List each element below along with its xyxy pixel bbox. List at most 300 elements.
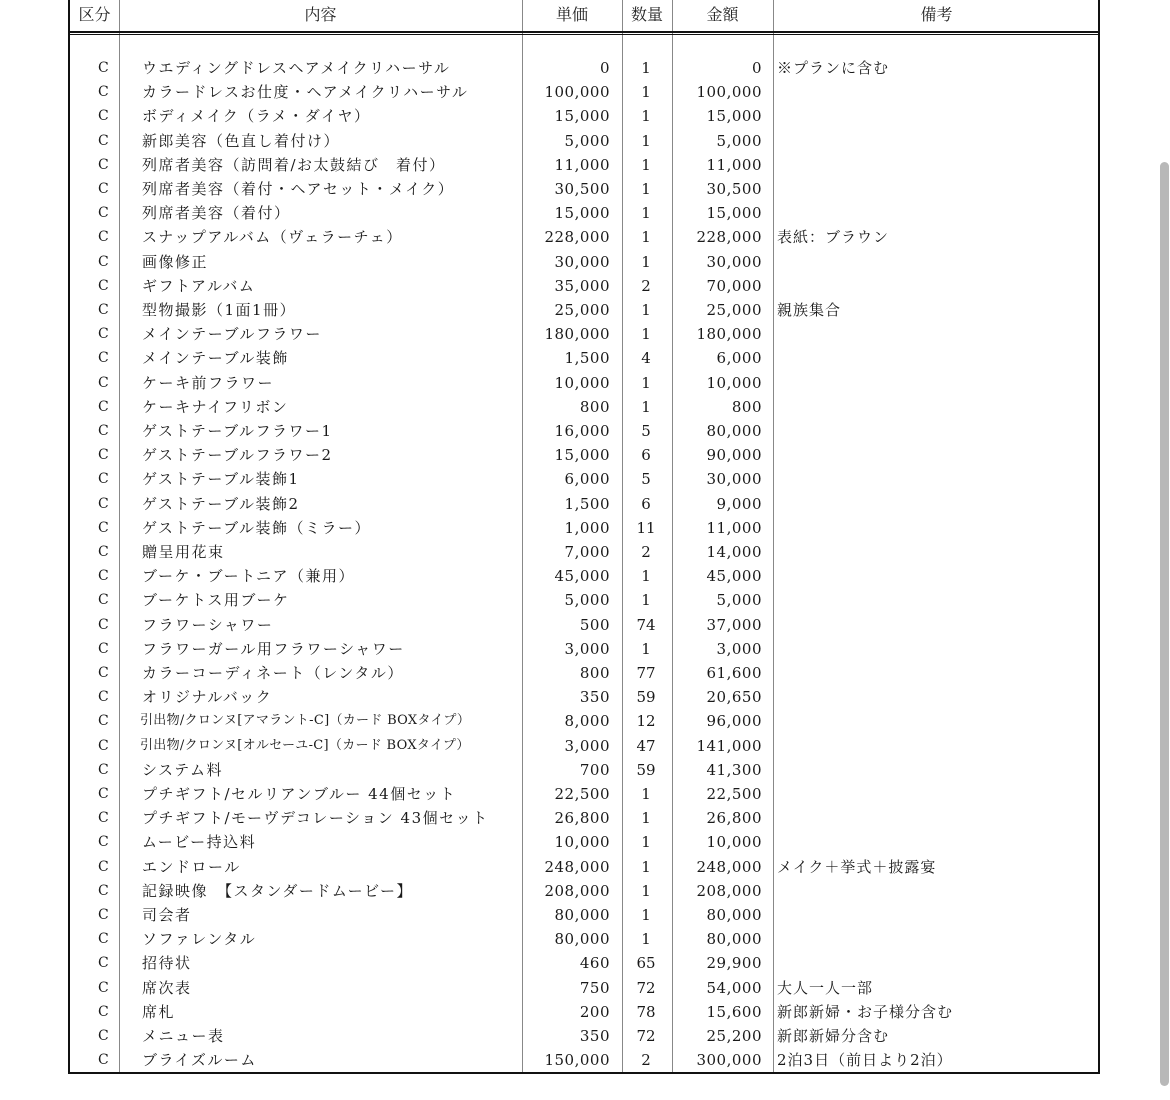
cell-biko bbox=[777, 903, 1099, 927]
cell-tanka: 26,800 bbox=[554, 809, 610, 828]
cell-biko: 新郎新婦分含む bbox=[777, 1027, 890, 1045]
cell-kingaku: 29,900 bbox=[706, 954, 762, 973]
cell-kingaku: 20,650 bbox=[706, 688, 762, 707]
cell-kubun: C bbox=[98, 326, 109, 343]
cell-tanka: 30,000 bbox=[554, 252, 610, 271]
cell-tanka: 25,000 bbox=[554, 301, 610, 319]
cell-kubun: C bbox=[98, 60, 109, 76]
table-row bbox=[70, 540, 1100, 564]
cell-naiyo: フラワーシャワー bbox=[142, 615, 274, 634]
table-row bbox=[70, 806, 1100, 830]
cell-kubun: C bbox=[98, 907, 109, 923]
cell-kubun: C bbox=[98, 882, 109, 899]
cell-kubun: C bbox=[98, 931, 109, 948]
cell-naiyo: 画像修正 bbox=[142, 252, 209, 271]
cell-suryo: 5 bbox=[641, 470, 651, 489]
cell-suryo: 1 bbox=[641, 180, 651, 198]
cell-biko bbox=[777, 782, 1099, 806]
cell-naiyo: ボディメイク（ラメ・ダイヤ） bbox=[142, 107, 371, 126]
cell-suryo: 1 bbox=[641, 809, 651, 828]
cell-kingaku: 300,000 bbox=[696, 1051, 762, 1070]
cell-naiyo: カラーコーディネート（レンタル） bbox=[142, 664, 404, 682]
cell-naiyo: 列席者美容（訪問着/お太鼓結び 着付） bbox=[142, 155, 446, 174]
cell-naiyo: カラードレスお仕度・ヘアメイクリハーサル bbox=[142, 83, 469, 102]
cell-kubun: C bbox=[98, 423, 109, 439]
cell-tanka: 800 bbox=[579, 397, 610, 416]
cell-suryo: 1 bbox=[641, 59, 651, 77]
cell-kubun: C bbox=[98, 181, 109, 197]
cell-kingaku: 10,000 bbox=[706, 373, 762, 392]
cell-tanka: 80,000 bbox=[554, 906, 610, 924]
cell-biko bbox=[777, 879, 1099, 903]
cell-biko bbox=[777, 346, 1099, 370]
cell-kingaku: 26,800 bbox=[706, 809, 762, 828]
cell-kingaku: 228,000 bbox=[696, 228, 762, 247]
cell-kingaku: 25,200 bbox=[706, 1027, 762, 1045]
cell-tanka: 750 bbox=[579, 978, 610, 997]
table-row bbox=[70, 1000, 1100, 1024]
cell-biko bbox=[777, 371, 1099, 395]
table-row bbox=[70, 879, 1100, 903]
table-row bbox=[70, 346, 1100, 370]
cell-tanka: 700 bbox=[579, 760, 610, 779]
cell-suryo: 2 bbox=[641, 276, 651, 295]
cell-kingaku: 61,600 bbox=[706, 664, 762, 682]
cell-kingaku: 80,000 bbox=[706, 422, 762, 440]
cell-kingaku: 96,000 bbox=[706, 712, 762, 731]
table-row bbox=[70, 685, 1100, 709]
cell-kingaku: 800 bbox=[731, 397, 762, 416]
table-row bbox=[70, 201, 1100, 225]
cell-naiyo: 記録映像 【スタンダードムービー】 bbox=[142, 881, 414, 900]
cell-biko: メイク＋挙式＋披露宴 bbox=[777, 857, 937, 876]
cell-biko bbox=[777, 637, 1099, 661]
cell-biko bbox=[777, 685, 1099, 709]
cell-naiyo: ケーキ前フラワー bbox=[142, 373, 275, 392]
cell-kubun: C bbox=[98, 471, 109, 488]
cell-kubun: C bbox=[98, 858, 109, 875]
cell-biko bbox=[777, 322, 1099, 346]
cell-tanka: 200 bbox=[579, 1002, 610, 1021]
cell-naiyo: ゲストテーブル装飾2 bbox=[142, 494, 300, 513]
cell-tanka: 15,000 bbox=[554, 107, 610, 126]
cell-suryo: 2 bbox=[641, 543, 651, 561]
cell-kubun: C bbox=[98, 205, 109, 222]
cell-kubun: C bbox=[98, 398, 109, 415]
cell-naiyo: ケーキナイフリボン bbox=[142, 397, 289, 416]
cell-naiyo: ブーケトス用ブーケ bbox=[142, 591, 290, 610]
cell-kingaku: 15,000 bbox=[706, 107, 762, 126]
cell-biko bbox=[777, 395, 1099, 419]
cell-tanka: 1,500 bbox=[564, 349, 610, 368]
cell-kingaku: 141,000 bbox=[696, 736, 762, 755]
cell-biko bbox=[777, 588, 1099, 612]
cell-tanka: 100,000 bbox=[544, 83, 610, 102]
table-row bbox=[70, 443, 1100, 467]
cell-suryo: 59 bbox=[636, 760, 656, 779]
cell-suryo: 65 bbox=[636, 954, 656, 973]
table-row bbox=[70, 734, 1100, 758]
cell-suryo: 1 bbox=[641, 397, 651, 416]
cell-naiyo: プチギフト/モーヴデコレーション 43個セット bbox=[142, 809, 489, 828]
cell-kingaku: 180,000 bbox=[696, 325, 762, 344]
cell-kingaku: 14,000 bbox=[706, 543, 762, 561]
cell-biko: 表紙：ブラウン bbox=[777, 228, 890, 247]
cell-biko bbox=[777, 467, 1099, 491]
cell-kubun: C bbox=[98, 979, 109, 996]
cell-suryo: 1 bbox=[641, 204, 651, 223]
cell-suryo: 72 bbox=[636, 978, 656, 997]
cell-kingaku: 100,000 bbox=[696, 83, 762, 102]
cell-kubun: C bbox=[98, 786, 109, 802]
cell-kubun: C bbox=[98, 737, 109, 754]
table-row bbox=[70, 661, 1100, 685]
cell-tanka: 10,000 bbox=[554, 373, 610, 392]
cell-suryo: 1 bbox=[641, 833, 651, 852]
header-suryo: 数量 bbox=[630, 5, 663, 24]
cell-suryo: 1 bbox=[641, 930, 651, 949]
cell-naiyo: メインテーブルフラワー bbox=[142, 325, 322, 344]
cell-biko: 新郎新婦・お子様分含む bbox=[777, 1002, 954, 1021]
table-row bbox=[70, 371, 1100, 395]
cell-kubun: C bbox=[98, 253, 109, 270]
cell-naiyo: エンドロール bbox=[142, 857, 241, 876]
vertical-scrollbar[interactable] bbox=[1160, 162, 1169, 1086]
cell-naiyo: ブライズルーム bbox=[142, 1051, 257, 1070]
cell-kubun: C bbox=[98, 447, 109, 464]
cell-tanka: 11,000 bbox=[554, 155, 610, 174]
cell-kubun: C bbox=[98, 1028, 109, 1044]
cell-biko bbox=[777, 758, 1099, 782]
cell-suryo: 74 bbox=[636, 615, 656, 634]
cell-kubun: C bbox=[98, 665, 109, 681]
cell-naiyo: 司会者 bbox=[142, 906, 192, 924]
cell-biko bbox=[777, 806, 1099, 830]
cell-kubun: C bbox=[98, 955, 109, 972]
cell-kingaku: 0 bbox=[751, 59, 762, 77]
cell-tanka: 5,000 bbox=[564, 131, 610, 150]
cell-kingaku: 41,300 bbox=[706, 760, 762, 779]
cell-tanka: 1,500 bbox=[564, 494, 610, 513]
cell-naiyo: ウエディングドレスヘアメイクリハーサル bbox=[142, 59, 451, 77]
table-row bbox=[70, 637, 1100, 661]
cell-kingaku: 6,000 bbox=[716, 349, 762, 368]
cell-kubun: C bbox=[98, 302, 109, 318]
cell-tanka: 15,000 bbox=[554, 204, 610, 223]
cell-naiyo: ゲストテーブルフラワー2 bbox=[142, 446, 333, 465]
cell-tanka: 800 bbox=[579, 664, 610, 682]
cell-tanka: 180,000 bbox=[544, 325, 610, 344]
cell-kingaku: 5,000 bbox=[716, 591, 762, 610]
cell-kubun: C bbox=[98, 277, 109, 294]
cell-kubun: C bbox=[98, 229, 109, 246]
cell-kingaku: 30,000 bbox=[706, 252, 762, 271]
cell-naiyo: 招待状 bbox=[142, 954, 192, 973]
cell-kubun: C bbox=[98, 519, 109, 536]
table-row bbox=[70, 782, 1100, 806]
cell-biko bbox=[777, 153, 1099, 177]
cell-kubun: C bbox=[98, 592, 109, 609]
cell-suryo: 72 bbox=[636, 1027, 656, 1045]
header-kingaku: 金額 bbox=[706, 5, 739, 24]
cell-kingaku: 70,000 bbox=[706, 276, 762, 295]
cell-naiyo: ゲストテーブル装飾1 bbox=[142, 470, 300, 489]
table-row bbox=[70, 129, 1100, 153]
table-row bbox=[70, 250, 1100, 274]
cell-biko: ※プランに含む bbox=[777, 59, 890, 77]
table-row bbox=[70, 855, 1100, 879]
table-row bbox=[70, 80, 1100, 104]
cell-suryo: 1 bbox=[641, 881, 651, 900]
table-row bbox=[70, 516, 1100, 540]
cell-naiyo: 列席者美容（着付・ヘアセット・メイク） bbox=[142, 180, 455, 198]
table-row bbox=[70, 322, 1100, 346]
header-kubun: 区分 bbox=[78, 5, 111, 24]
cell-kubun: C bbox=[98, 108, 109, 125]
cell-kubun: C bbox=[98, 713, 109, 730]
cell-kingaku: 248,000 bbox=[696, 857, 762, 876]
cell-biko bbox=[777, 830, 1099, 854]
cell-suryo: 1 bbox=[641, 83, 651, 102]
cell-kingaku: 80,000 bbox=[706, 906, 762, 924]
cell-naiyo: システム料 bbox=[142, 760, 224, 779]
table-row bbox=[70, 467, 1100, 491]
cell-suryo: 1 bbox=[641, 301, 651, 319]
cell-kingaku: 30,000 bbox=[706, 470, 762, 489]
cell-kubun: C bbox=[98, 568, 109, 585]
cell-kubun: C bbox=[98, 132, 109, 149]
table-row bbox=[70, 951, 1100, 975]
cell-kubun: C bbox=[98, 689, 109, 706]
cell-kubun: C bbox=[98, 156, 109, 173]
cell-naiyo: ブーケ・ブートニア（兼用） bbox=[142, 567, 356, 586]
cell-kingaku: 11,000 bbox=[706, 518, 762, 537]
table-row bbox=[70, 976, 1100, 1000]
table-row bbox=[70, 903, 1100, 927]
cell-kubun: C bbox=[98, 834, 109, 851]
cell-naiyo: ソファレンタル bbox=[142, 930, 257, 949]
table-row bbox=[70, 830, 1100, 854]
cell-kingaku: 37,000 bbox=[706, 615, 762, 634]
cell-tanka: 208,000 bbox=[544, 881, 610, 900]
header-tanka: 単価 bbox=[555, 5, 588, 24]
table-row bbox=[70, 927, 1100, 951]
cell-kubun: C bbox=[98, 640, 109, 657]
cell-naiyo: 引出物/クロンヌ[アマラント-C]（カード BOXタイプ） bbox=[140, 713, 471, 729]
header-naiyo: 内容 bbox=[304, 5, 337, 24]
cell-naiyo: 席札 bbox=[142, 1002, 176, 1021]
cell-biko bbox=[777, 516, 1099, 540]
cell-naiyo: 型物撮影（1面1冊） bbox=[142, 301, 297, 319]
cell-kubun: C bbox=[98, 350, 109, 367]
cell-kingaku: 54,000 bbox=[706, 978, 762, 997]
cell-tanka: 8,000 bbox=[564, 712, 610, 731]
cell-biko: 2泊3日（前日より2泊） bbox=[777, 1051, 953, 1070]
cell-kingaku: 11,000 bbox=[706, 155, 762, 174]
table-row bbox=[70, 758, 1100, 782]
cell-biko bbox=[777, 274, 1099, 298]
cell-kubun: C bbox=[98, 1052, 109, 1069]
cell-biko: 親族集合 bbox=[777, 301, 842, 319]
cell-biko bbox=[777, 177, 1099, 201]
cell-kingaku: 80,000 bbox=[706, 930, 762, 949]
cell-naiyo: スナップアルバム（ヴェラーチェ） bbox=[142, 228, 403, 247]
cell-suryo: 5 bbox=[641, 422, 651, 440]
cell-biko bbox=[777, 951, 1099, 975]
table-row bbox=[70, 225, 1100, 249]
cell-tanka: 15,000 bbox=[554, 446, 610, 465]
cell-suryo: 47 bbox=[636, 736, 656, 755]
cell-kingaku: 45,000 bbox=[706, 567, 762, 586]
cell-biko bbox=[777, 564, 1099, 588]
cell-suryo: 1 bbox=[641, 252, 651, 271]
cell-suryo: 1 bbox=[641, 857, 651, 876]
cell-suryo: 59 bbox=[636, 688, 656, 707]
cell-suryo: 1 bbox=[641, 906, 651, 924]
cell-tanka: 35,000 bbox=[554, 276, 610, 295]
cell-biko bbox=[777, 613, 1099, 637]
cell-tanka: 1,000 bbox=[564, 518, 610, 537]
cell-kingaku: 15,000 bbox=[706, 204, 762, 223]
cell-naiyo: 贈呈用花束 bbox=[142, 543, 225, 561]
cell-kingaku: 9,000 bbox=[716, 494, 762, 513]
cell-kingaku: 15,600 bbox=[706, 1002, 762, 1021]
cell-kubun: C bbox=[98, 544, 109, 560]
cell-suryo: 2 bbox=[641, 1051, 651, 1070]
cell-biko bbox=[777, 709, 1099, 733]
cell-kingaku: 3,000 bbox=[716, 639, 762, 658]
cell-suryo: 11 bbox=[636, 518, 656, 537]
cell-kubun: C bbox=[98, 495, 109, 512]
cell-biko bbox=[777, 104, 1099, 128]
cell-biko bbox=[777, 927, 1099, 951]
cell-tanka: 350 bbox=[579, 1027, 610, 1045]
cell-tanka: 350 bbox=[579, 688, 610, 707]
table-row bbox=[70, 153, 1100, 177]
table-row bbox=[70, 588, 1100, 612]
cell-tanka: 0 bbox=[599, 59, 610, 77]
cell-naiyo: 新郎美容（色直し着付け） bbox=[142, 131, 341, 150]
cell-tanka: 5,000 bbox=[564, 591, 610, 610]
table-row bbox=[70, 1024, 1100, 1048]
cell-suryo: 6 bbox=[641, 446, 651, 465]
cell-suryo: 6 bbox=[641, 494, 651, 513]
cell-suryo: 1 bbox=[641, 131, 651, 150]
cell-kingaku: 25,000 bbox=[706, 301, 762, 319]
cell-suryo: 1 bbox=[641, 567, 651, 586]
header-biko: 備考 bbox=[920, 5, 953, 24]
cell-tanka: 228,000 bbox=[544, 228, 610, 247]
cell-tanka: 16,000 bbox=[554, 422, 610, 440]
table-row bbox=[70, 709, 1100, 733]
table-row bbox=[70, 613, 1100, 637]
cell-kingaku: 90,000 bbox=[706, 446, 762, 465]
cell-kingaku: 22,500 bbox=[706, 785, 762, 803]
cell-naiyo: プチギフト/セルリアンブルー 44個セット bbox=[142, 785, 457, 803]
cell-suryo: 1 bbox=[641, 325, 651, 344]
cell-suryo: 4 bbox=[641, 349, 651, 368]
table-row bbox=[70, 419, 1100, 443]
cell-kingaku: 208,000 bbox=[696, 881, 762, 900]
cell-biko bbox=[777, 540, 1099, 564]
cell-kubun: C bbox=[98, 374, 109, 391]
cell-biko bbox=[777, 443, 1099, 467]
cell-tanka: 3,000 bbox=[564, 639, 610, 658]
cell-suryo: 12 bbox=[636, 712, 656, 731]
cell-naiyo: ギフトアルバム bbox=[142, 276, 256, 295]
cell-kubun: C bbox=[98, 84, 109, 101]
table-row bbox=[70, 104, 1100, 128]
header-rule-inner bbox=[70, 34, 1098, 35]
cell-suryo: 1 bbox=[641, 639, 651, 658]
cell-biko bbox=[777, 661, 1099, 685]
cell-tanka: 30,500 bbox=[554, 180, 610, 198]
table-row bbox=[70, 298, 1100, 322]
cell-tanka: 7,000 bbox=[564, 543, 610, 561]
cell-naiyo: 席次表 bbox=[142, 978, 192, 997]
cell-suryo: 78 bbox=[636, 1002, 656, 1021]
table-row bbox=[70, 564, 1100, 588]
cell-naiyo: 列席者美容（着付） bbox=[142, 204, 291, 223]
cell-biko bbox=[777, 80, 1099, 104]
header-rule bbox=[70, 31, 1098, 33]
cell-suryo: 1 bbox=[641, 228, 651, 247]
cell-biko bbox=[777, 250, 1099, 274]
cell-tanka: 80,000 bbox=[554, 930, 610, 949]
cell-kubun: C bbox=[98, 1003, 109, 1020]
cell-suryo: 1 bbox=[641, 107, 651, 126]
cell-tanka: 460 bbox=[579, 954, 610, 973]
cell-naiyo: ムービー持込料 bbox=[142, 833, 257, 852]
table-row bbox=[70, 274, 1100, 298]
cell-kingaku: 10,000 bbox=[706, 833, 762, 852]
cell-naiyo: オリジナルバック bbox=[142, 688, 273, 707]
cell-tanka: 10,000 bbox=[554, 833, 610, 852]
cell-kingaku: 5,000 bbox=[716, 131, 762, 150]
cell-naiyo: フラワーガール用フラワーシャワー bbox=[142, 639, 405, 658]
cell-suryo: 1 bbox=[641, 155, 651, 174]
cell-suryo: 1 bbox=[641, 785, 651, 803]
table-row bbox=[70, 1048, 1100, 1072]
cell-biko bbox=[777, 734, 1099, 758]
cell-naiyo: メインテーブル装飾 bbox=[142, 349, 289, 368]
cell-naiyo: 引出物/クロンヌ[オルセーユ-C]（カード BOXタイプ） bbox=[140, 737, 470, 753]
cell-tanka: 150,000 bbox=[544, 1051, 610, 1070]
table-row bbox=[70, 395, 1100, 419]
cell-biko bbox=[777, 492, 1099, 516]
cell-tanka: 500 bbox=[579, 615, 610, 634]
cell-naiyo: ゲストテーブルフラワー1 bbox=[142, 422, 333, 440]
cell-biko bbox=[777, 419, 1099, 443]
cell-suryo: 77 bbox=[636, 664, 656, 682]
cell-naiyo: ゲストテーブル装飾（ミラー） bbox=[142, 518, 372, 537]
estimate-table bbox=[68, 0, 1100, 1074]
cell-suryo: 1 bbox=[641, 373, 651, 392]
cell-naiyo: メニュー表 bbox=[142, 1027, 225, 1045]
cell-tanka: 248,000 bbox=[544, 857, 610, 876]
cell-kubun: C bbox=[98, 616, 109, 633]
table-row bbox=[70, 492, 1100, 516]
cell-suryo: 1 bbox=[641, 591, 651, 610]
table-row bbox=[70, 56, 1100, 80]
cell-tanka: 6,000 bbox=[564, 470, 610, 489]
cell-tanka: 22,500 bbox=[554, 785, 610, 803]
cell-kubun: C bbox=[98, 810, 109, 827]
cell-biko bbox=[777, 129, 1099, 153]
cell-kubun: C bbox=[98, 761, 109, 778]
cell-tanka: 3,000 bbox=[564, 736, 610, 755]
cell-kingaku: 30,500 bbox=[706, 180, 762, 198]
